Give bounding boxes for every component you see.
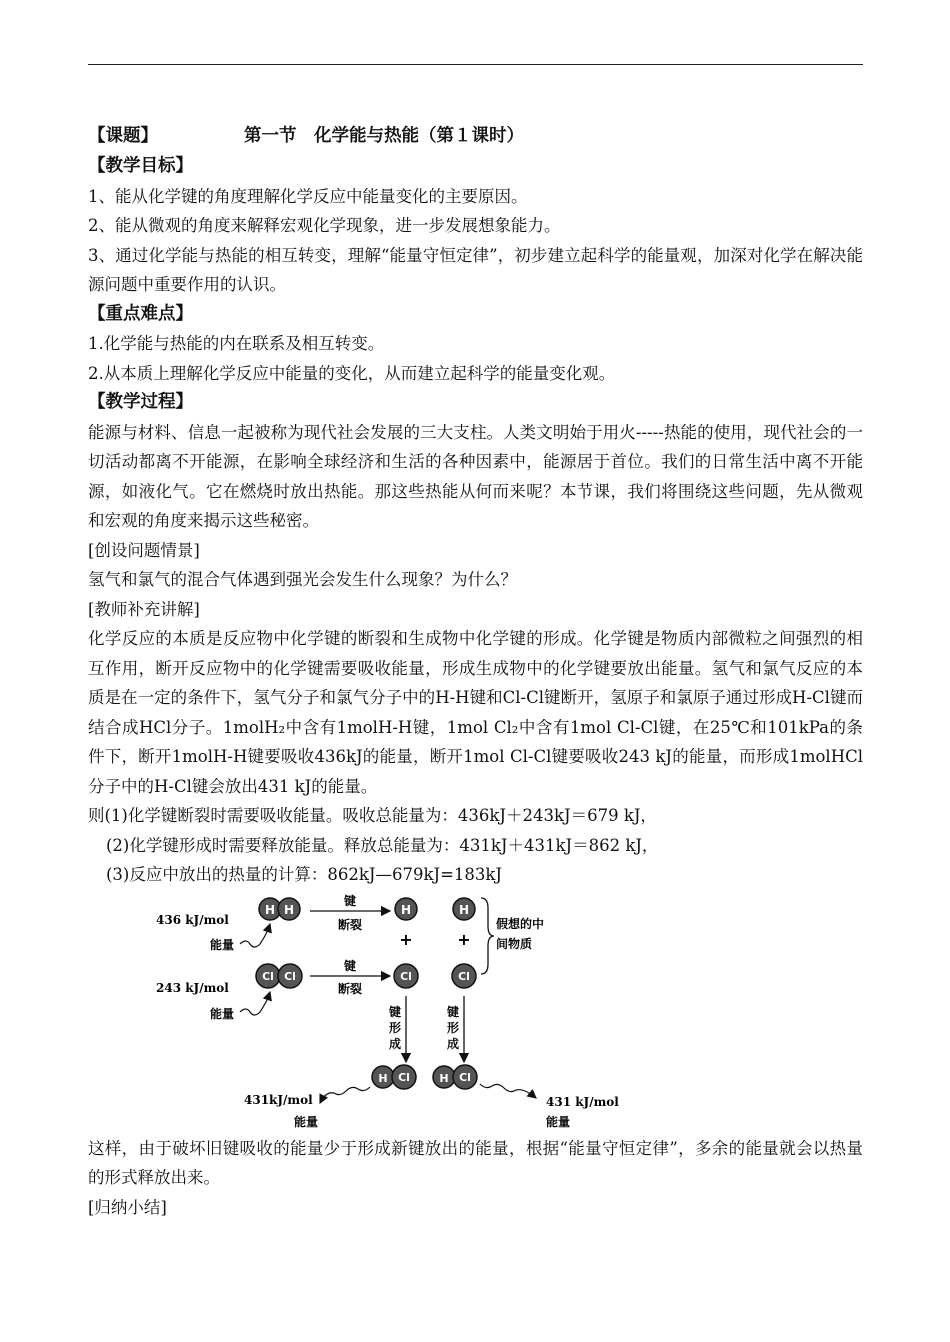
keypoint-item: 1.化学能与热能的内在联系及相互转变。	[88, 334, 385, 353]
calc-line-1: 则(1)化学键断裂时需要吸收能量。吸收总能量为：436kJ＋243kJ＝679 kJ，	[88, 806, 657, 825]
hh-energy-label: 436 kJ/mol	[156, 912, 229, 927]
intermediate-bracket	[481, 898, 494, 974]
diagram-svg	[88, 894, 863, 1132]
hh-molecule	[259, 898, 300, 920]
atom-cl-label: Cl	[284, 969, 296, 983]
h-atom-1	[395, 898, 417, 920]
atom-h-label: H	[400, 902, 412, 917]
atom-cl-label: Cl	[400, 969, 412, 983]
summary-label: [归纳小结]	[88, 1197, 167, 1217]
scene-label: [创设问题情景]	[88, 540, 200, 560]
energy-label: 能量	[294, 1114, 319, 1129]
clcl-energy-label: 243 kJ/mol	[156, 980, 229, 995]
atom-h-label: H	[458, 902, 470, 917]
explanation-paragraph: 化学反应的本质是反应物中化学键的断裂和生成物中化学键的形成。化学键是物质内部微粒之间强烈的相互作用，断开反应物中的化学键需要吸收能量，形成生成物中的化学键要放出能量。氢气和氯气反应的本质是在一定的条件下，氢气分子和氯气分子中的H-H键和Cl-Cl键断开，氢原子和氯原子通过形成H-Cl键而结合成HCl分子。1molH₂中含有1molH-H键，1mol Cl₂中含有1mol Cl-Cl键，在25℃和101kPa的条件下，断开1molH-H键要吸收436kJ的能量，断开1mol Cl-Cl键要吸收243 kJ的能量，而形成1molHCl分子中的H-Cl键会放出431 kJ的能量。	[88, 629, 863, 796]
atom-h-label: H	[378, 1071, 388, 1085]
break-label: 断裂	[337, 981, 363, 996]
atom-cl-label: Cl	[398, 1070, 410, 1084]
document-body	[88, 120, 863, 1222]
clcl-energy-wave	[240, 992, 270, 1015]
intermediate-label-line2: 间物质	[496, 936, 533, 951]
cl-atom-1	[394, 964, 418, 988]
atom-cl-label: Cl	[458, 969, 470, 983]
hcl-energy-wave-left	[320, 1087, 370, 1103]
atom-h-label: H	[439, 1071, 449, 1085]
bond-energy-diagram	[88, 894, 863, 1132]
clcl-molecule	[256, 964, 302, 988]
teacher-label: [教师补充讲解]	[88, 599, 200, 619]
lesson-title	[88, 120, 863, 152]
form-label-char: 形	[388, 1020, 402, 1035]
cl-atom-2	[452, 964, 476, 988]
process-heading: 【教学过程】	[88, 392, 193, 412]
title-tag: 【课题】	[88, 126, 158, 146]
keypoint-item: 2.从本质上理解化学反应中能量的变化，从而建立起科学的能量变化观。	[88, 363, 616, 383]
objective-item: 2、能从微观的角度来解释宏观化学现象，进一步发展想象能力。	[88, 216, 561, 235]
form-label-char: 成	[388, 1036, 402, 1051]
form-label-char: 形	[446, 1020, 460, 1035]
keypoints-heading: 【重点难点】	[88, 303, 193, 324]
energy-label: 能量	[210, 1006, 235, 1021]
energy-label: 能量	[210, 937, 235, 952]
plus-sign: +	[399, 929, 413, 949]
atom-h-label: H	[264, 902, 276, 917]
objective-item: 3、通过化学能与热能的相互转变，理解“能量守恒定律”，初步建立起科学的能量观，加深对化学在解决能源问题中重要作用的认识。	[88, 245, 863, 294]
form-label-char: 成	[446, 1036, 460, 1051]
atom-cl-label: Cl	[459, 1070, 471, 1084]
hcl-energy-wave-right	[480, 1084, 536, 1098]
hcl-energy-right-label: 431 kJ/mol	[546, 1094, 619, 1109]
atom-h-label: H	[283, 902, 295, 917]
break-label: 断裂	[337, 917, 363, 932]
objective-item: 1、能从化学键的角度理解化学反应中能量变化的主要原因。	[88, 186, 528, 206]
hcl-energy-left-label: 431kJ/mol	[244, 1092, 313, 1107]
form-label-char: 键	[446, 1004, 460, 1019]
conclusion-paragraph: 这样，由于破坏旧键吸收的能量少于形成新键放出的能量，根据“能量守恒定律”，多余的能量就会以热量的形式释放出来。	[88, 1138, 863, 1187]
hcl-molecule-1	[372, 1065, 416, 1089]
bond-label: 键	[343, 958, 357, 973]
scene-question: 氢气和氯气的混合气体遇到强光会发生什么现象？为什么？	[88, 570, 517, 589]
calc-line-3: (3)反应中放出的热量的计算：862kJ—679kJ=183kJ	[106, 865, 503, 884]
form-label-char: 键	[388, 1004, 402, 1019]
plus-sign: +	[457, 929, 471, 949]
intermediate-label-line1: 假想的中	[496, 916, 545, 931]
bond-label: 键	[343, 893, 357, 908]
title-text: 第一节 化学能与热能（第１课时）	[244, 126, 524, 146]
hcl-molecule-2	[433, 1065, 477, 1089]
header-rule	[88, 64, 863, 65]
objectives-heading: 【教学目标】	[88, 156, 193, 176]
intro-paragraph: 能源与材料、信息一起被称为现代社会发展的三大支柱。人类文明始于用火-----热能的使用，现代社会的一切活动都离不开能源，在影响全球经济和生活的各种因素中，能源居于首位。我们的日常生活中离不开能源，如液化气。它在燃烧时放出热能。那这些热能从何而来呢？本节课，我们将围绕这些问题，先从微观和宏观的角度来揭示这些秘密。	[88, 422, 863, 530]
calc-line-2: (2)化学键形成时需要释放能量。释放总能量为：431kJ＋431kJ＝862 kJ，	[106, 835, 659, 855]
energy-label: 能量	[546, 1114, 571, 1129]
h-atom-2	[453, 898, 475, 920]
atom-cl-label: Cl	[262, 969, 274, 983]
hh-energy-wave	[240, 924, 270, 947]
